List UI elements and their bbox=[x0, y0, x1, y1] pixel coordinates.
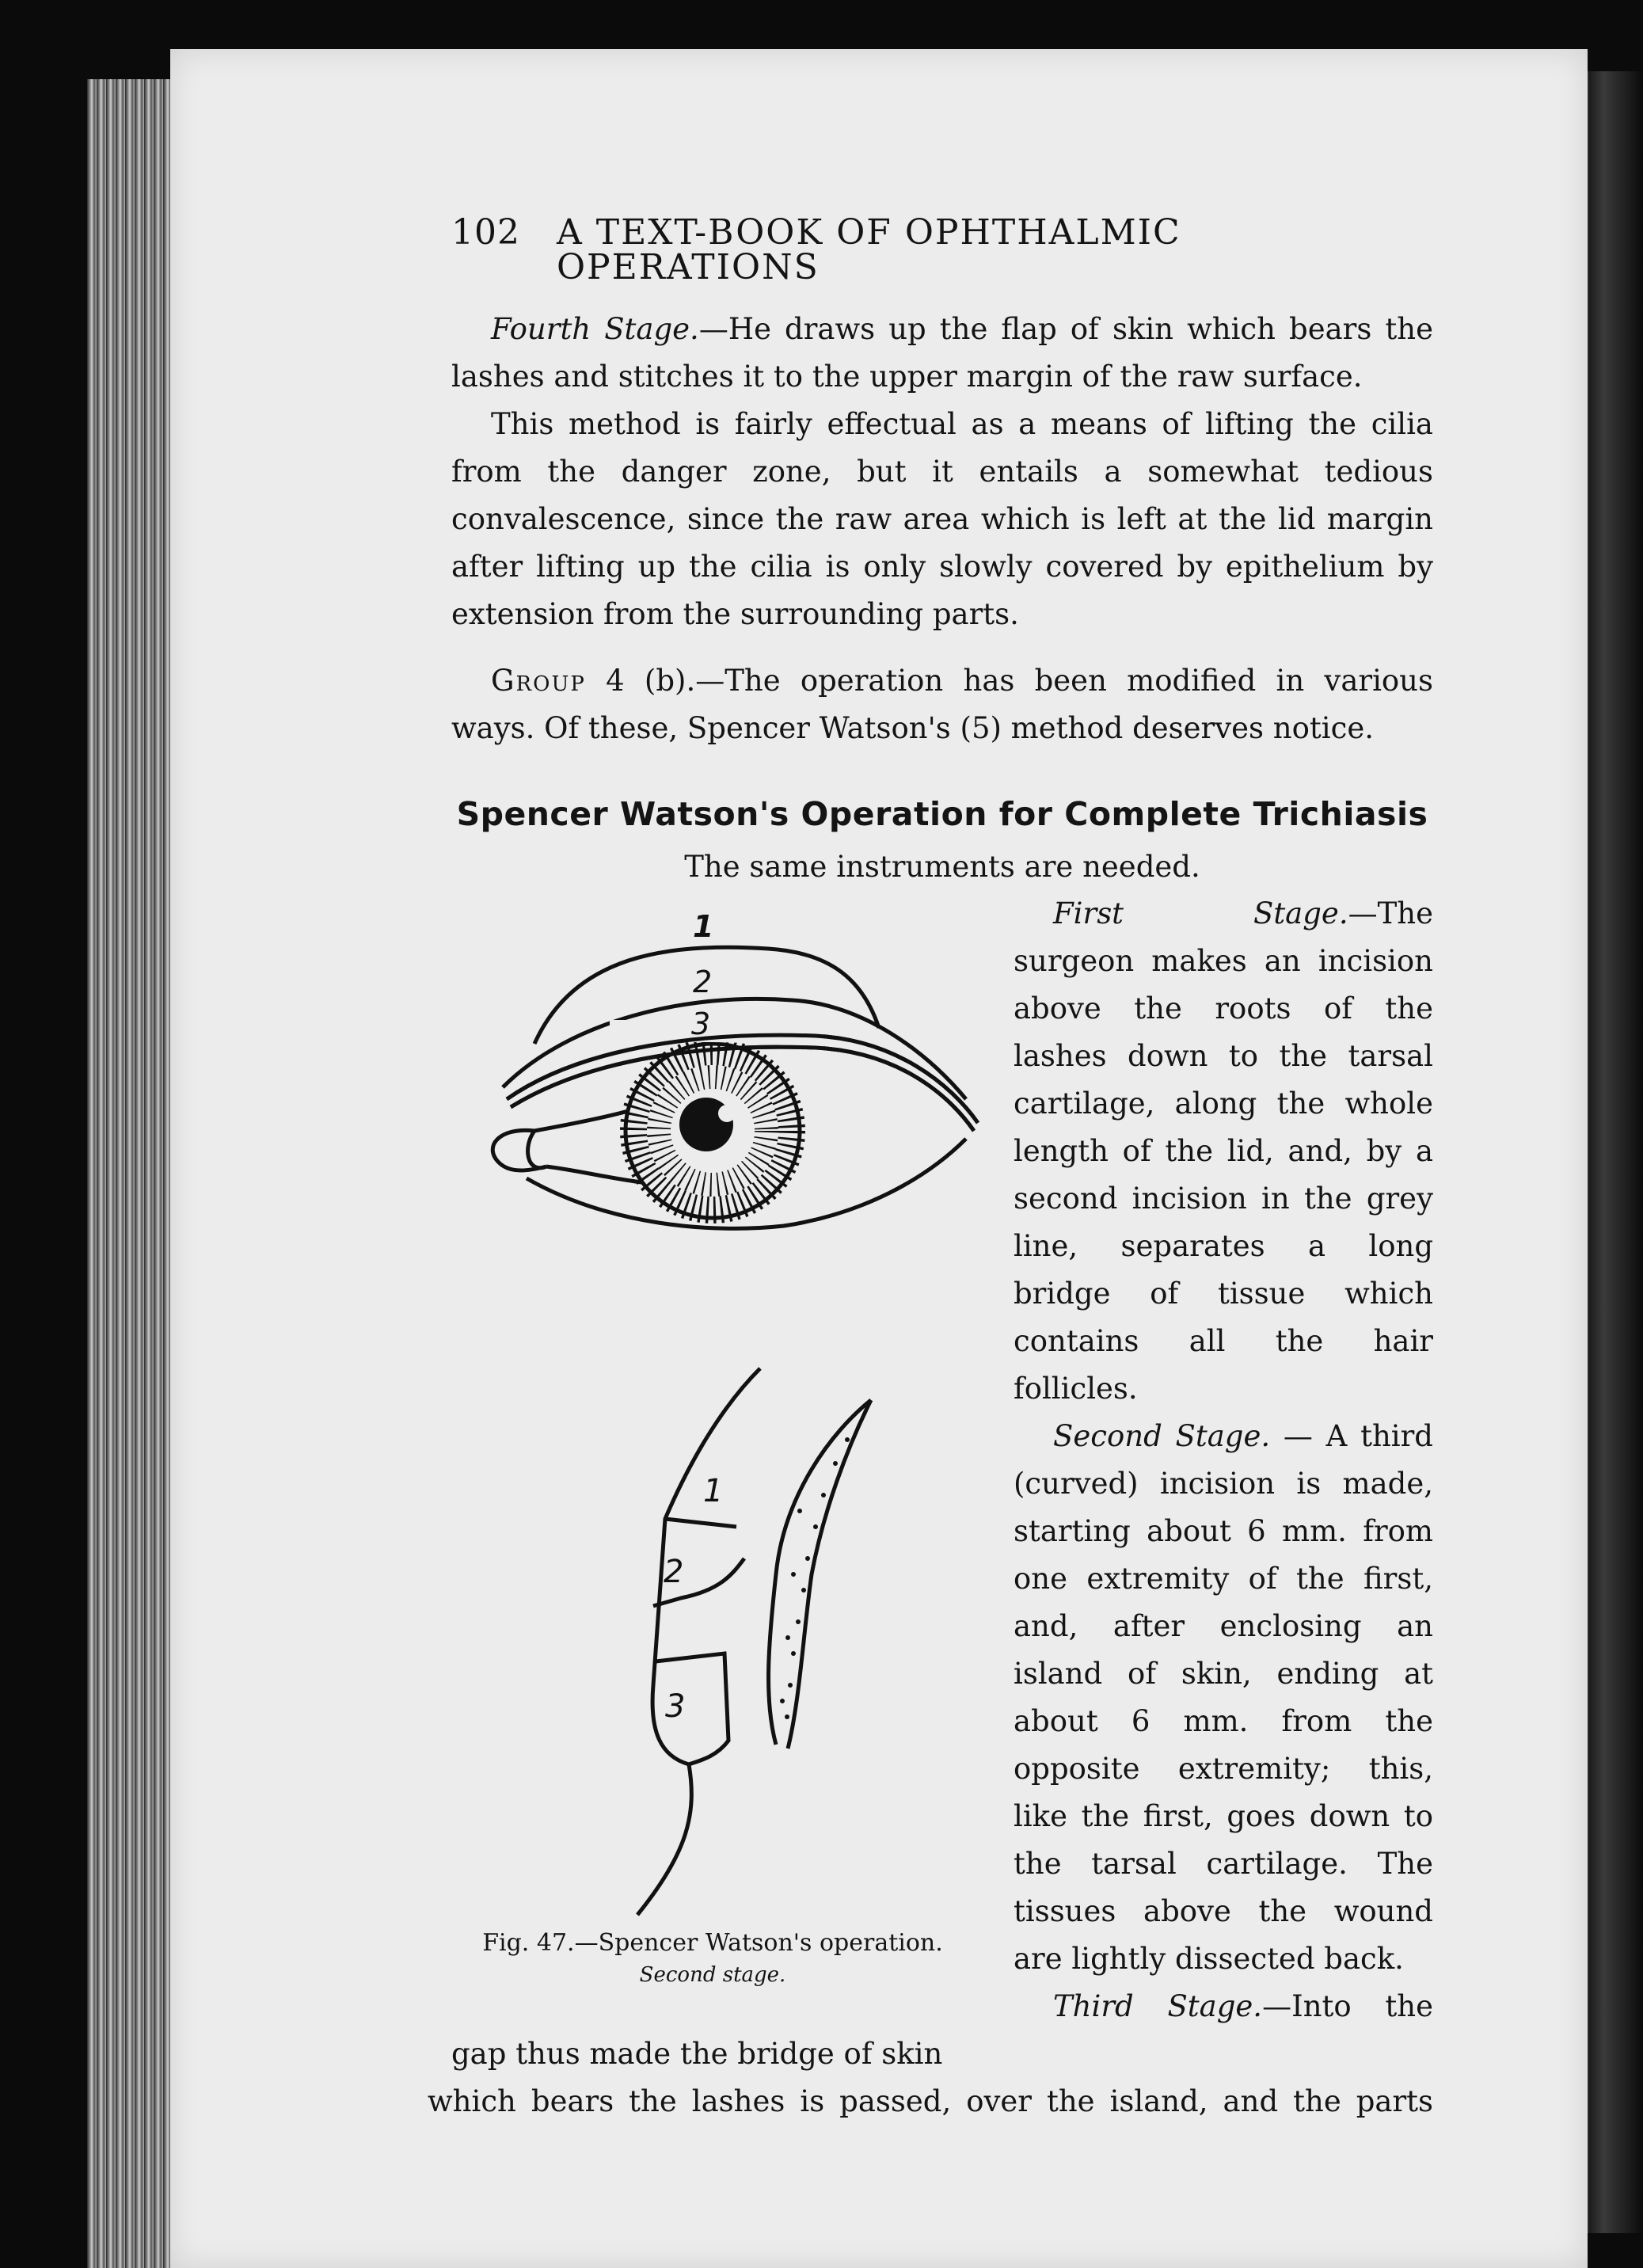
eye-label-2: 2 bbox=[693, 965, 713, 999]
page-content bbox=[428, 212, 1434, 2125]
paragraph-group-4b bbox=[451, 657, 1433, 752]
paragraph-text: This method is fairly effectual as a means of lifting the cilia from the danger zone, but it entails a somewhat tedious convalescence, since the raw area which is left at the lid margin after lifting up the cilia is only slowly covered by epithelium by extension from the surrounding parts. bbox=[451, 407, 1433, 631]
paragraph-text: —He draws up the flap of skin which bears the lashes and stitches it to the upper margin of the raw surface. bbox=[451, 312, 1433, 394]
group-number: 4 (b). bbox=[606, 664, 696, 698]
paragraph-fourth-stage bbox=[451, 306, 1433, 401]
section-label-2: 2 bbox=[664, 1554, 684, 1590]
running-header bbox=[451, 212, 1433, 287]
group-label: Group bbox=[491, 664, 586, 698]
page-number: 102 bbox=[451, 212, 520, 253]
book-edge-left bbox=[87, 79, 174, 2268]
eye-label-1: 1 bbox=[693, 909, 714, 944]
paragraph-text: —The operation has been modified in various ways. Of these, Spencer Watson's (5) method deserves notice. bbox=[451, 664, 1433, 745]
paragraph-text: —Into the gap thus made the bridge of skin bbox=[451, 1989, 1434, 2071]
paragraph-method-comment bbox=[451, 401, 1433, 638]
running-title: A TEXT-BOOK OF OPHTHALMIC OPERATIONS bbox=[556, 212, 1181, 287]
iris bbox=[626, 1044, 800, 1218]
book-page bbox=[170, 49, 1588, 2268]
stage-label: Third Stage. bbox=[1053, 1989, 1263, 2023]
stage-label: First Stage. bbox=[1053, 896, 1348, 930]
section-label-3: 3 bbox=[665, 1688, 686, 1725]
section-label-1: 1 bbox=[703, 1473, 724, 1509]
paragraph-third-stage bbox=[451, 1983, 1433, 2078]
section-heading: Spencer Watson's Operation for Complete Trichiasis bbox=[456, 795, 1428, 833]
last-line: which bears the lashes is passed, over the island, and the parts bbox=[428, 2084, 1433, 2118]
figure-caption bbox=[435, 1927, 990, 1991]
caption-text: Fig. 47.—Spencer Watson's operation. bbox=[482, 1929, 943, 1957]
eye-label-3: 3 bbox=[691, 1007, 711, 1041]
paragraph-text: — A third (curved) incision is made, starting about 6 mm. from one extremity of the first, and, after enclosing an island of skin, ending at about 6 mm. from the opposite extremity; this, like the first, goes down to the tarsal cartilage. The tissues above the wound are lightly dissected back. bbox=[1014, 1419, 1433, 1976]
figure-illustration bbox=[451, 893, 990, 1923]
caption-subtitle: Second stage. bbox=[639, 1963, 786, 1987]
stage-label: Second Stage. bbox=[1053, 1419, 1271, 1453]
figure-47 bbox=[451, 893, 990, 1991]
lid-section-diagram bbox=[637, 1368, 871, 1915]
book-edge-right bbox=[1580, 71, 1643, 2233]
stage-label: Fourth Stage. bbox=[491, 312, 699, 346]
inner-canthus bbox=[493, 1130, 546, 1170]
section-subline: The same instruments are needed. bbox=[684, 850, 1200, 884]
paragraph-text: —The surgeon makes an incision above the roots of the lashes down to the tarsal cartilage, along the whole length of the lid, and, by a second incision in the grey line, separates a long bridge of tissue which contains all the hair follicles. bbox=[1014, 896, 1433, 1406]
